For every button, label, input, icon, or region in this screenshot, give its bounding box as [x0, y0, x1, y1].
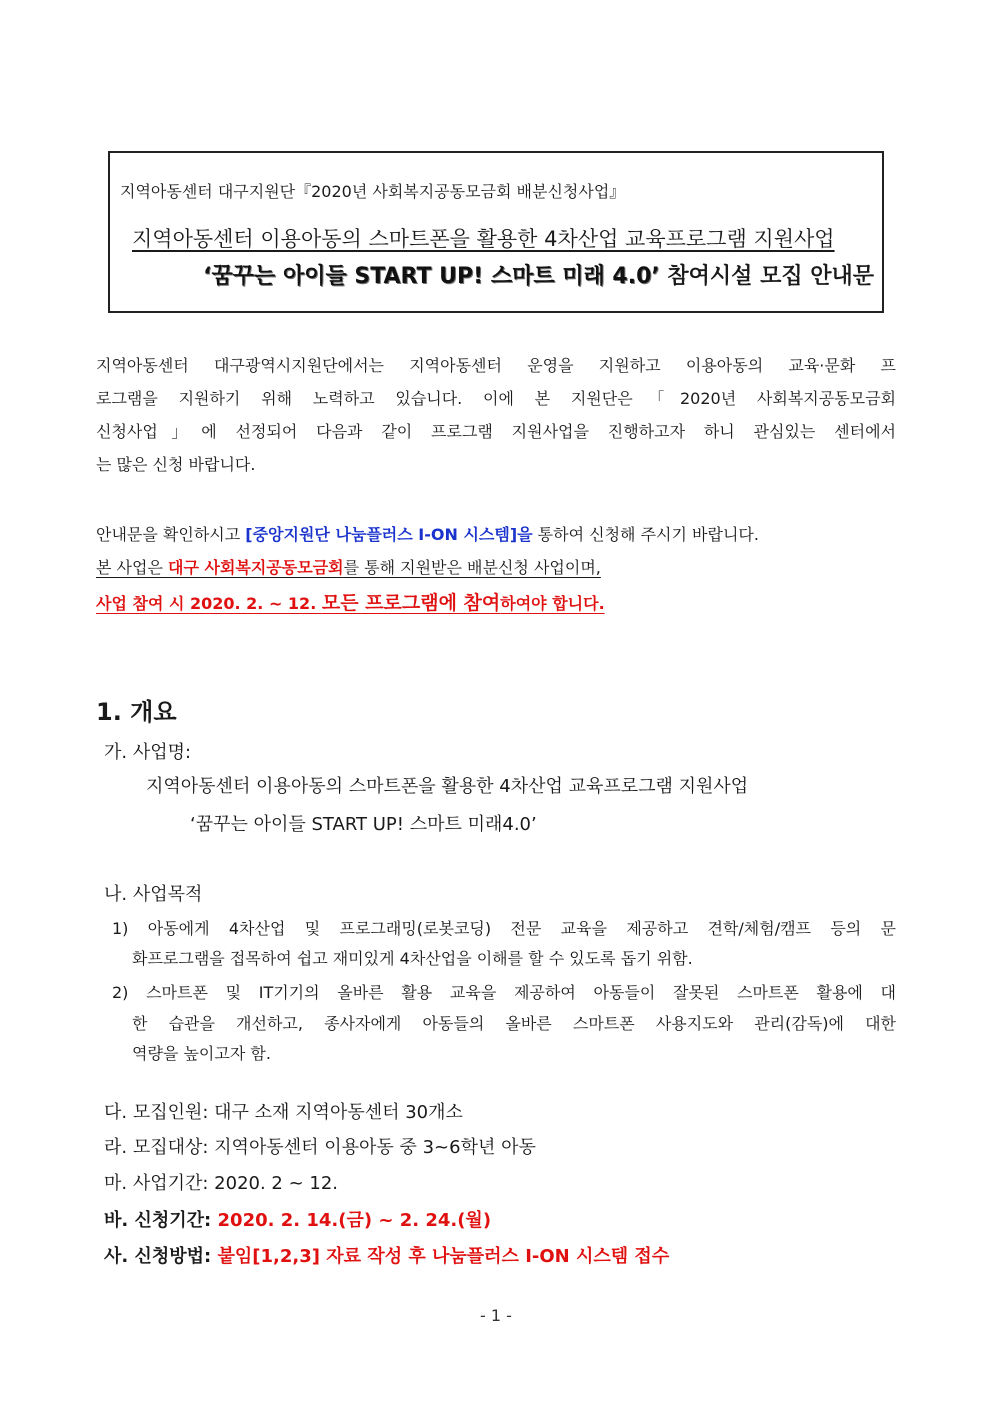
- box-header-line: 지역아동센터 대구지원단『2020년 사회복지공동모금회 배분신청사업』: [120, 182, 626, 201]
- section-heading: 1. 개요: [96, 698, 177, 726]
- program-slogan: ‘꿈꾸는 아이들 START UP! 스마트 미래 4.0’: [203, 264, 660, 289]
- page-number: - 1 -: [480, 1306, 512, 1325]
- recruit-notice-title: 참여시설 모집 안내문: [659, 264, 874, 289]
- apply-prefix: 안내문을 확인하시고: [96, 525, 246, 544]
- title-box: [108, 151, 884, 313]
- project-name-line-2: ‘꿈꾸는 아이들 START UP! 스마트 미래4.0’: [190, 814, 537, 835]
- application-method-value: 붙임[1,2,3] 자료 작성 후 나눔플러스 I-ON 시스템 접수: [217, 1246, 670, 1267]
- box-recruit-title: [203, 259, 874, 290]
- apply-suffix: 통하여 신청해 주시기 바랍니다.: [532, 525, 759, 544]
- item-ma-project-period: 마. 사업기간: 2020. 2 ~ 12.: [104, 1173, 339, 1194]
- item-sa-application-method: [104, 1242, 669, 1268]
- funding-statement: [96, 555, 601, 578]
- notice-all-programs: 모든 프로그램에 참여: [321, 592, 501, 614]
- item-da-recruit-count: 다. 모집인원: 대구 소재 지역아동센터 30개소: [104, 1102, 463, 1123]
- apply-instruction: [96, 522, 759, 545]
- purpose-2-line-3: 역량을 높이고자 함.: [132, 1044, 271, 1063]
- notice-required: 하여야 합니다.: [500, 594, 605, 613]
- application-period-label: 바. 신청기간:: [104, 1210, 218, 1231]
- ion-system-name: [중앙지원단 나눔플러스 I-ON 시스템]을: [245, 525, 533, 544]
- intro-line-2: 로그램을 지원하기 위해 노력하고 있습니다. 이에 본 지원단은「2020년 사회복지공동모금회: [96, 389, 896, 408]
- item-na-label: 나. 사업목적: [104, 884, 203, 905]
- purpose-2-line-2: 한 습관을 개선하고, 종사자에게 아동들의 올바른 스마트폰 사용지도와 관리(감독)에 대한: [132, 1014, 896, 1033]
- intro-line-3: 신청사업」에 선정되어 다음과 같이 프로그램 지원사업을 진행하고자 하니 관심있는 센터에서: [96, 422, 896, 441]
- item-ga-label: 가. 사업명:: [104, 742, 192, 763]
- intro-line-4: 는 많은 신청 바랍니다.: [96, 455, 256, 474]
- participation-notice: [96, 588, 605, 615]
- fund-prefix: 본 사업은: [96, 558, 168, 577]
- purpose-1-line-1: 1) 아동에게 4차산업 및 프로그래밍(로봇코딩) 전문 교육을 제공하고 견학/체험/캠프 등의 문: [112, 919, 896, 938]
- application-method-label: 사. 신청방법:: [104, 1246, 218, 1267]
- application-period-value: 2020. 2. 14.(금) ~ 2. 24.(월): [217, 1210, 492, 1231]
- purpose-1-line-2: 화프로그램을 접목하여 쉽고 재미있게 4차산업을 이해를 할 수 있도록 돕기 위함.: [132, 949, 693, 968]
- purpose-2-line-1: 2) 스마트폰 및 IT기기의 올바른 활용 교육을 제공하여 아동들이 잘못된 스마트폰 활용에 대: [112, 983, 896, 1002]
- fund-suffix: 를 통해 지원받은 배분신청 사업이며,: [343, 558, 601, 577]
- item-ba-application-period: [104, 1206, 491, 1232]
- notice-period: 사업 참여 시 2020. 2. ~ 12.: [96, 594, 322, 613]
- project-name-line-1: 지역아동센터 이용아동의 스마트폰을 활용한 4차산업 교육프로그램 지원사업: [146, 776, 749, 797]
- item-ra-recruit-target: 라. 모집대상: 지역아동센터 이용아동 중 3~6학년 아동: [104, 1137, 536, 1158]
- box-program-title: 지역아동센터 이용아동의 스마트폰을 활용한 4차산업 교육프로그램 지원사업: [132, 227, 835, 251]
- fund-name: 대구 사회복지공동모금회: [168, 558, 344, 577]
- intro-line-1: 지역아동센터 대구광역시지원단에서는 지역아동센터 운영을 지원하고 이용아동의 교육·문화 프: [96, 356, 896, 375]
